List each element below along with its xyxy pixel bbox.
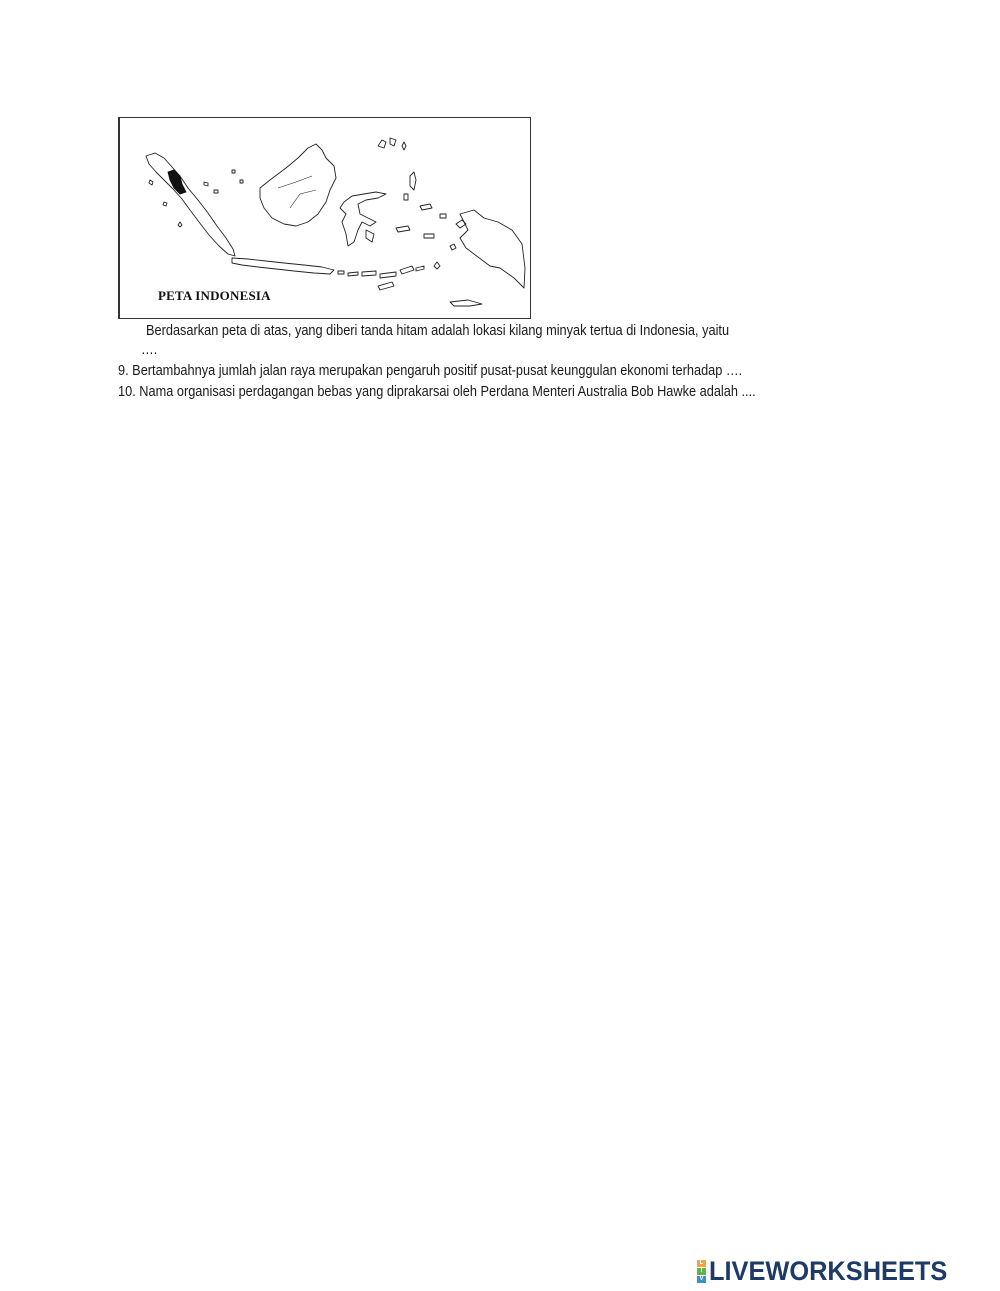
papua-island (460, 210, 525, 288)
logo-letter-v: V (697, 1276, 706, 1283)
question-8-continuation: …. (141, 342, 158, 358)
sulawesi-island (340, 192, 386, 246)
indonesia-map (118, 117, 531, 319)
java-island (232, 258, 334, 274)
sumatra-island (146, 153, 235, 256)
question-8-text: Berdasarkan peta di atas, yang diberi tanda hitam adalah lokasi kilang minyak tertua di Indonesia, yaitu (146, 323, 730, 339)
logo-badge-icon (697, 1260, 706, 1283)
question-10-text: 10. Nama organisasi perdagangan bebas yang diprakarsai oleh Perdana Menteri Australia Bob Hawke adalah .... (118, 384, 756, 400)
logo-letter-l: L (697, 1260, 706, 1267)
liveworksheets-logo (697, 1256, 963, 1286)
logo-wordmark: LIVEWORKSHEETS (709, 1255, 948, 1286)
logo-letter-i: I (697, 1268, 706, 1275)
map-title: PETA INDONESIA (158, 288, 271, 303)
question-9-text: 9. Bertambahnya jumlah jalan raya merupakan pengaruh positif pusat-pusat keunggulan ekonomi terhadap …. (118, 363, 743, 379)
aceh-oil-refinery-marker (168, 170, 186, 194)
borneo-island (260, 144, 336, 226)
